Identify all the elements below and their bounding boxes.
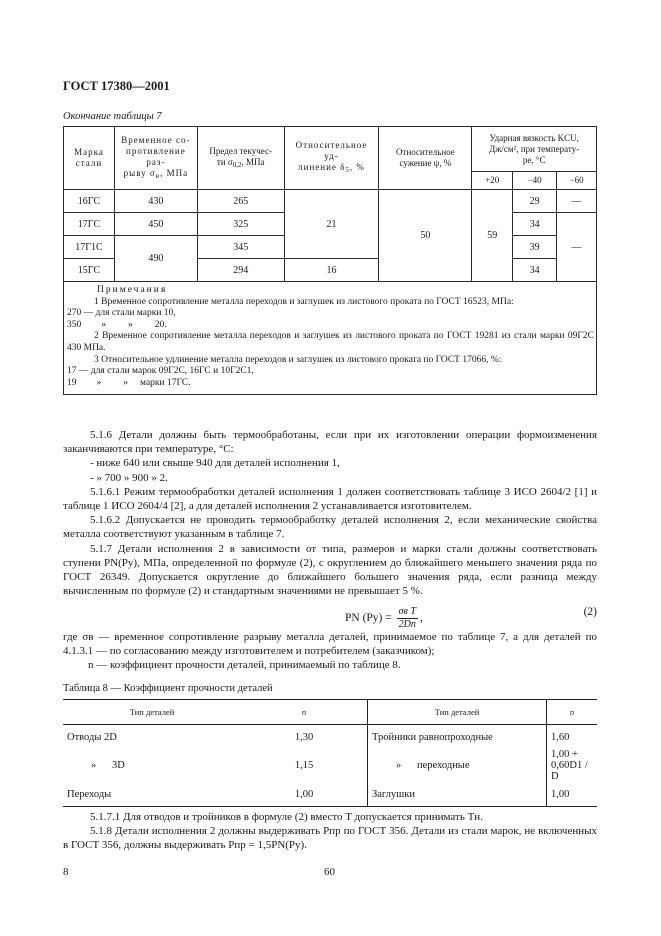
cell-grade: 17ГС xyxy=(64,213,115,236)
th-n-2: n xyxy=(547,700,598,725)
legend-sigma: где σв — временное сопротивление разрыву металла деталей, принимаемое по таблице 7, а для деталей по 4.1.3.1 — по согласованию между изготовителем и потребителем (заказчиком); xyxy=(63,631,597,658)
para-5-1-6: 5.1.6 Детали должны быть термообработаны, если при их изготовлении операции формоизменения заканчиваются при температуре, °С: xyxy=(63,429,597,456)
cell-yield: 325 xyxy=(197,213,284,236)
document-header: ГОСТ 17380—2001 xyxy=(63,79,170,93)
cell-type: Переходы xyxy=(63,782,241,807)
th-t40: −40 xyxy=(513,172,557,190)
body-text xyxy=(63,428,597,598)
formula-legend xyxy=(63,630,597,673)
note-line: 350 » » 20. xyxy=(67,319,167,330)
legend-n: n — коэффициент прочности деталей, принимаемый по таблице 8. xyxy=(88,659,401,672)
cell-yield: 294 xyxy=(197,259,284,282)
note-line: 2 Временное сопротивление металла переходов и заглушек из листового проката по ГОСТ 19281 из стали марки 09Г2С 430 МПа. xyxy=(67,331,594,353)
table7-notes xyxy=(64,282,597,395)
cell-v20-merged: 59 xyxy=(472,190,513,282)
cell-tensile: 450 xyxy=(114,213,197,236)
note-line: 3 Относительное удлинение металла переходов и заглушек из листового проката по ГОСТ 17066, %: xyxy=(94,354,502,365)
cell-elong-merged: 21 xyxy=(284,190,379,259)
th-tensile: Временное со- противление раз- рыву $\sigma_в$, МПа xyxy=(114,127,197,190)
formula-2 xyxy=(63,600,597,630)
cell-type: » переходные xyxy=(368,749,547,782)
para-5-1-7-1: 5.1.7.1 Для отводов и тройников в формуле (2) вместо T допускается принимать Tн. xyxy=(90,811,483,823)
cell-v40: 39 xyxy=(513,236,557,259)
cell-contr-merged: 50 xyxy=(379,190,472,282)
para-5-1-6-2: 5.1.6.2 Допускается не проводить термообработку деталей исполнения 2, если механические свойства металла соответствуют указанным в таблице 7. xyxy=(63,514,597,541)
cell-n: 1,60 xyxy=(547,725,598,750)
th-grade: Марка стали xyxy=(64,127,115,190)
page-number-left: 8 xyxy=(63,866,69,878)
cell-n: 1,15 xyxy=(241,749,368,782)
cell-type: Отводы 2D xyxy=(67,731,117,743)
th-t20: +20 xyxy=(472,172,513,190)
cell-v40: 34 xyxy=(513,213,557,236)
th-n-1: n xyxy=(241,700,368,725)
th-contraction: Относительное сужение ψ, % xyxy=(379,127,472,190)
cell-tensile: 430 xyxy=(114,190,197,213)
notes-title: Примечания xyxy=(97,285,168,295)
cell-type: Тройники равнопроходные xyxy=(368,725,547,750)
para-5-1-8: 5.1.8 Детали исполнения 2 должны выдерживать Pпр по ГОСТ 356. Детали из стали марок, не включенных в ГОСТ 356, должны выдерживать Pпр = 1,5PN(Pу). xyxy=(63,825,597,852)
th-yield: Предел текучес- ти $\sigma_{0,2}$, МПа xyxy=(197,127,284,190)
table7-caption: Окончание таблицы 7 xyxy=(63,111,162,122)
cell-grade: 16ГС xyxy=(64,190,115,213)
formula-number: (2) xyxy=(583,606,597,618)
th-t60: −60 xyxy=(557,172,597,190)
table8-caption: Таблица 8 — Коэффициент прочности деталей xyxy=(63,683,273,694)
para-5-1-7: 5.1.7 Детали исполнения 2 в зависимости от типа, размеров и марки стали должны соответствовать ступени PN(Pу), МПа, определенной по формуле (2), с округлением до ближайшего меньшего значения ряда по ГОСТ 26349. Допускается округление до ближайшего большего значения ряда, если разница между вычисленным по формуле (2) и стандартным значениями не превышает 5 %. xyxy=(63,542,597,598)
cell-yield: 345 xyxy=(197,236,284,259)
body-text-2 xyxy=(63,810,597,853)
cell-v60: — xyxy=(557,190,597,213)
note-line: 17 — для стали марок 09Г2С, 16ГС и 10Г2С1, xyxy=(67,366,254,377)
cell-elong: 16 xyxy=(284,259,379,282)
cell-tensile-merged: 490 xyxy=(114,236,197,282)
note-line: 270 — для стали марки 10, xyxy=(67,308,176,319)
cell-n: 1,00 xyxy=(547,782,598,807)
th-elongation: Относительное уд- линение $\delta_5$, % xyxy=(284,127,379,190)
cell-grade: 15ГС xyxy=(64,259,115,282)
para-5-1-6-a: - ниже 640 или свыше 940 для деталей исполнения 1, xyxy=(90,457,340,470)
cell-v40: 34 xyxy=(513,259,557,282)
cell-yield: 265 xyxy=(197,190,284,213)
th-impact: Ударная вязкость KCU, Дж/см², при температу- ре, °С xyxy=(472,127,597,172)
cell-type: Заглушки xyxy=(368,782,547,807)
cell-grade: 17Г1С xyxy=(64,236,115,259)
th-type-1: Тип деталей xyxy=(63,700,241,725)
para-5-1-6-1: 5.1.6.1 Режим термообработки деталей исполнения 1 должен соответствовать таблице 3 ИСО 2604/2 [1] и таблице 1 ИСО 2604/4 [2], а для деталей исполнения 2 устанавливается изготовителем. xyxy=(63,485,597,513)
cell-n: 1,00 + 0,60D1 / D xyxy=(547,749,598,782)
formula-expression: PN (Pу) = $\frac{\text{σв T}}{2Dn}$ , xyxy=(345,606,423,630)
cell-type: » 3D xyxy=(91,760,125,771)
th-type-2: Тип деталей xyxy=(368,700,547,725)
table-7 xyxy=(63,126,597,395)
cell-v60-merged: — xyxy=(557,213,597,282)
cell-v40: 29 xyxy=(513,190,557,213)
note-line: 19 » » марки 17ГС. xyxy=(67,377,191,388)
cell-n: 1,00 xyxy=(241,782,368,807)
page-number-center: 60 xyxy=(324,866,335,878)
cell-n: 1,30 xyxy=(241,725,368,750)
table-8 xyxy=(63,699,597,807)
para-5-1-6-b: - » 700 » 900 » 2. xyxy=(90,471,168,484)
note-line: 1 Временное сопротивление металла переходов и заглушек из листового проката по ГОСТ 16523, МПа: xyxy=(94,296,514,307)
